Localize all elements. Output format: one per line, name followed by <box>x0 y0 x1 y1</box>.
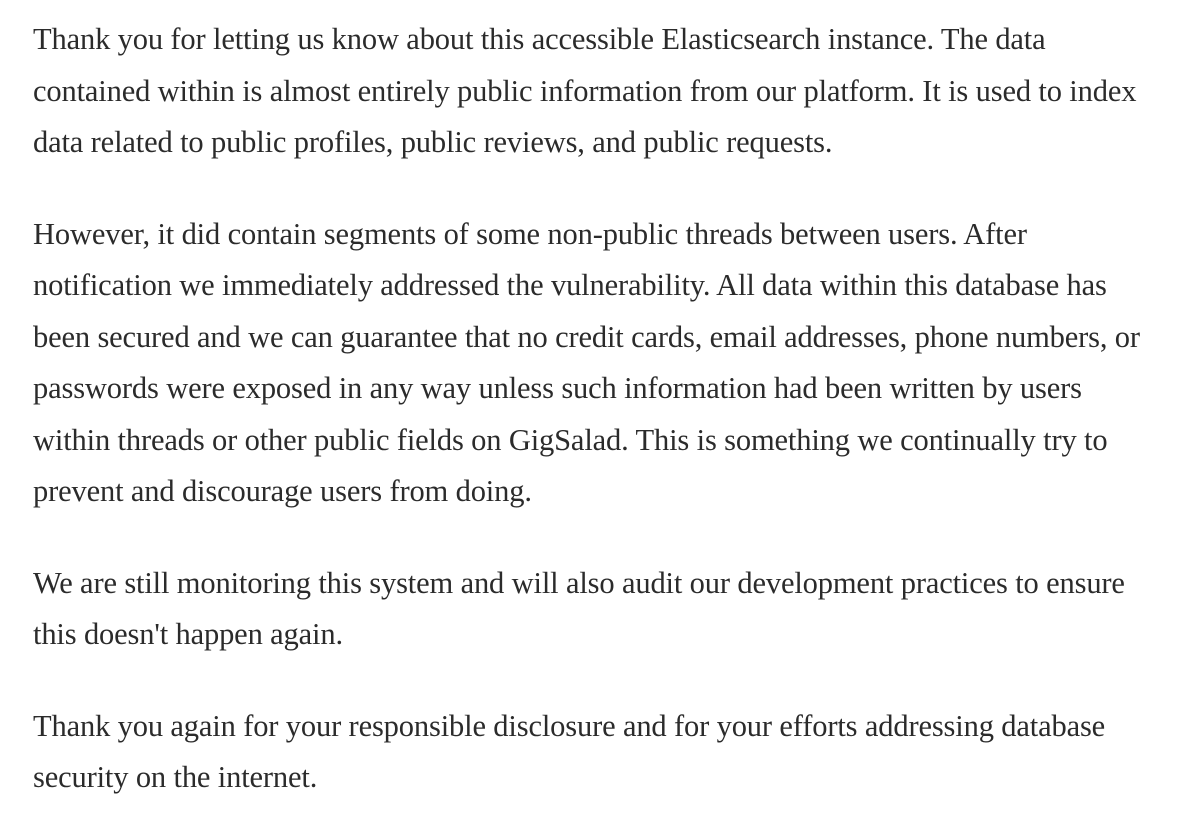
paragraph-acknowledgement: Thank you for letting us know about this accessible Elasticsearch instance. The data contained within is almost entirely public information from our platform. It is used to index data related to public profiles, public reviews, and public requests. <box>33 22 1137 159</box>
paragraph-monitoring: We are still monitoring this system and will also audit our development practices to ensure this doesn't happen again. <box>33 565 1125 651</box>
paragraph-closing-thanks: Thank you again for your responsible disclosure and for your efforts addressing database security on the internet. <box>33 708 1106 794</box>
paragraph-exposure-details: However, it did contain segments of some non-public threads between users. After notification we immediately addressed the vulnerability. All data within this database has been secured and we can guarantee that no credit cards, email addresses, phone numbers, or passwords were exposed in any way unless such information had been written by users within threads or other public fields on GigSalad. This is something we continually try to prevent and discourage users from doing. <box>33 216 1140 508</box>
